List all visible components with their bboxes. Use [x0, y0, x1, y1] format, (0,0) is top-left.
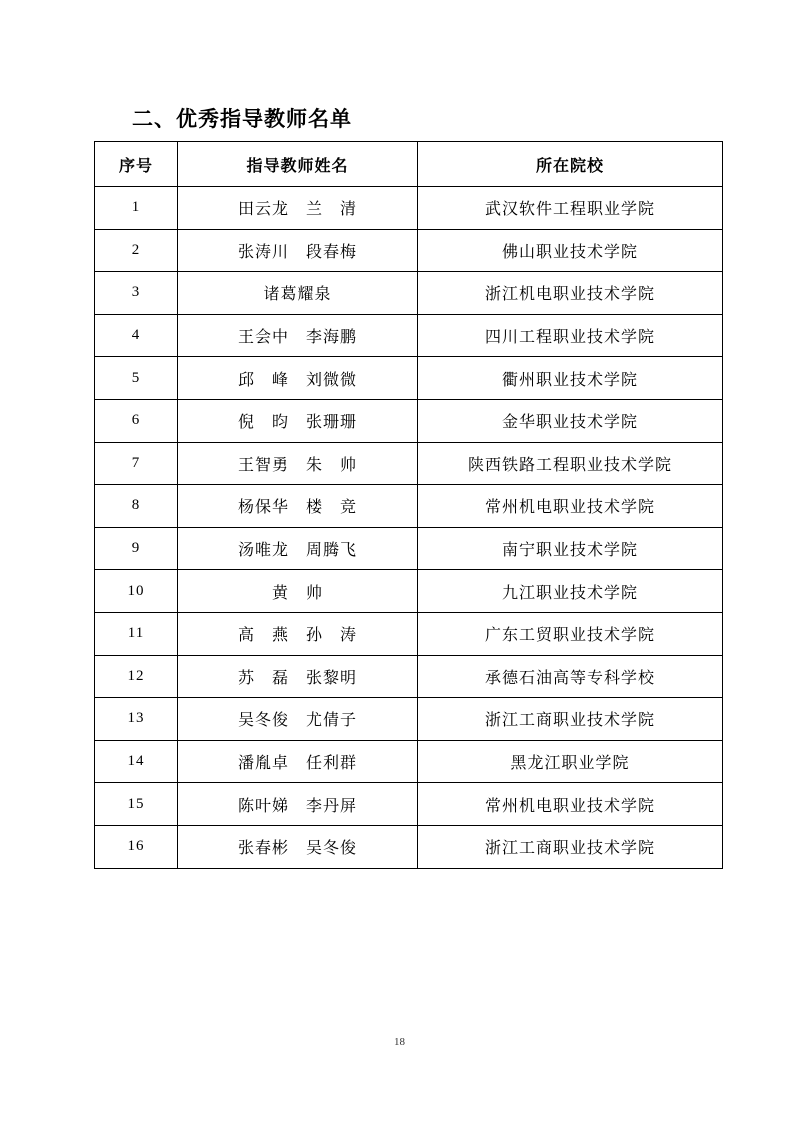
instructor-names-text: 黄 帅: [271, 582, 323, 602]
row-number: 14: [95, 740, 178, 783]
page-number: 18: [394, 1036, 405, 1048]
instructor-names-text: 陈叶娣 李丹屏: [237, 795, 357, 815]
institution-name: 九江职业技术学院: [418, 570, 723, 613]
table-row: [95, 783, 723, 826]
instructor-names-text: 高 燕 孙 涛: [237, 625, 357, 645]
instructor-names: [178, 357, 418, 400]
instructor-names-text: 张春彬 吴冬俊: [237, 838, 357, 858]
instructor-roster-table: [94, 141, 723, 869]
institution-name: 浙江工商职业技术学院: [418, 698, 723, 741]
instructor-names: [178, 272, 418, 315]
row-number: 10: [95, 570, 178, 613]
instructor-names: [178, 612, 418, 655]
row-number: 2: [95, 229, 178, 272]
row-number: 3: [95, 272, 178, 315]
table-row: [95, 229, 723, 272]
institution-name: 四川工程职业技术学院: [418, 314, 723, 357]
instructor-names-text: 王会中 李海鹏: [237, 327, 357, 347]
institution-name: 承德石油高等专科学校: [418, 655, 723, 698]
institution-name: 陕西铁路工程职业技术学院: [418, 442, 723, 485]
row-number: 7: [95, 442, 178, 485]
instructor-names: [178, 527, 418, 570]
instructor-names-text: 苏 磊 张黎明: [237, 667, 357, 687]
institution-name: 武汉软件工程职业学院: [418, 187, 723, 230]
institution-name: 常州机电职业技术学院: [418, 485, 723, 528]
row-number: 16: [95, 825, 178, 868]
row-number: 8: [95, 485, 178, 528]
instructor-names: [178, 229, 418, 272]
instructor-names: [178, 187, 418, 230]
table-row: [95, 825, 723, 868]
table-row: [95, 612, 723, 655]
row-number: 12: [95, 655, 178, 698]
instructor-names: [178, 655, 418, 698]
table-row: [95, 655, 723, 698]
row-number: 6: [95, 399, 178, 442]
instructor-names: [178, 314, 418, 357]
instructor-names: [178, 698, 418, 741]
header-serial-number: 序号: [95, 142, 178, 187]
instructor-names-text: 倪 昀 张珊珊: [237, 412, 357, 432]
instructor-names-text: 王智勇 朱 帅: [237, 454, 357, 474]
instructor-names: [178, 783, 418, 826]
table-row: [95, 527, 723, 570]
instructor-names: [178, 825, 418, 868]
institution-name: 金华职业技术学院: [418, 399, 723, 442]
instructor-names: [178, 485, 418, 528]
institution-name: 常州机电职业技术学院: [418, 783, 723, 826]
table-row: [95, 740, 723, 783]
instructor-names-text: 潘胤卓 任利群: [237, 753, 357, 773]
instructor-names: [178, 442, 418, 485]
table-row: [95, 272, 723, 315]
table-row: [95, 187, 723, 230]
row-number: 9: [95, 527, 178, 570]
table-header-row: [95, 142, 723, 187]
instructor-names-text: 张涛川 段春梅: [237, 241, 357, 261]
header-instructor-name: 指导教师姓名: [178, 142, 418, 187]
header-institution: 所在院校: [418, 142, 723, 187]
institution-name: 广东工贸职业技术学院: [418, 612, 723, 655]
row-number: 4: [95, 314, 178, 357]
table-row: [95, 485, 723, 528]
institution-name: 浙江机电职业技术学院: [418, 272, 723, 315]
instructor-names-text: 杨保华 楼 竞: [237, 497, 357, 517]
table-row: [95, 698, 723, 741]
instructor-names-text: 邱 峰 刘微微: [237, 369, 357, 389]
instructor-names: [178, 570, 418, 613]
row-number: 11: [95, 612, 178, 655]
instructor-names: [178, 399, 418, 442]
institution-name: 衢州职业技术学院: [418, 357, 723, 400]
row-number: 5: [95, 357, 178, 400]
table-row: [95, 399, 723, 442]
instructor-names-text: 诸葛耀泉: [263, 284, 332, 304]
table-row: [95, 314, 723, 357]
institution-name: 黑龙江职业学院: [418, 740, 723, 783]
institution-name: 佛山职业技术学院: [418, 229, 723, 272]
table-row: [95, 570, 723, 613]
row-number: 15: [95, 783, 178, 826]
instructor-names: [178, 740, 418, 783]
row-number: 1: [95, 187, 178, 230]
table-row: [95, 442, 723, 485]
section-title: 二、优秀指导教师名单: [132, 107, 352, 131]
institution-name: 浙江工商职业技术学院: [418, 825, 723, 868]
instructor-names-text: 吴冬俊 尤倩子: [237, 710, 357, 730]
table-row: [95, 357, 723, 400]
instructor-names-text: 田云龙 兰 清: [237, 199, 357, 219]
instructor-names-text: 汤唯龙 周腾飞: [237, 540, 357, 560]
institution-name: 南宁职业技术学院: [418, 527, 723, 570]
row-number: 13: [95, 698, 178, 741]
